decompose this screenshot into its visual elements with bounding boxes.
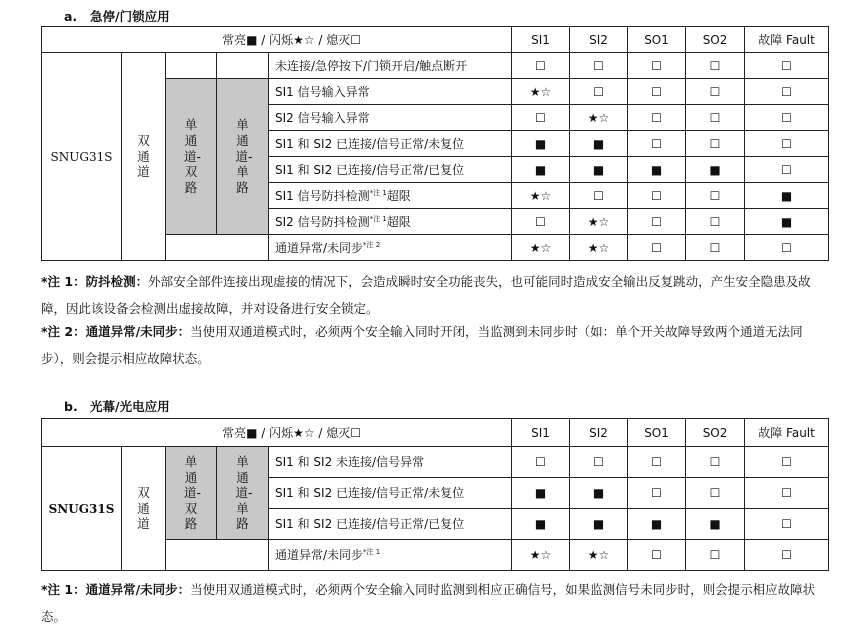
status-cell: ☐ [512, 447, 570, 478]
mode-cell [122, 53, 166, 261]
status-cell: ■ [628, 509, 686, 540]
footnote-prefix: *注 1：通道异常/未同步： [41, 582, 191, 597]
footnote-text: 当使用双通道模式时，必须两个安全输入同时开闭，当监测到未同步时（如：单个开关故障导致两个通道无法同步），则会提示相应故障状态。 [41, 324, 803, 366]
status-cell: ☐ [628, 105, 686, 131]
table-row [42, 53, 829, 79]
section-a-index: a. [64, 9, 78, 24]
sub-mode-dual [166, 447, 217, 540]
row-label [269, 183, 512, 209]
status-cell: ☐ [628, 79, 686, 105]
status-cell: ☐ [745, 105, 829, 131]
status-cell: ■ [512, 131, 570, 157]
status-cell: ☐ [512, 53, 570, 79]
row-label [269, 209, 512, 235]
footnote-prefix: *注 2：通道异常/未同步： [41, 324, 191, 339]
status-cell: ☐ [745, 157, 829, 183]
status-cell: ☐ [686, 540, 745, 571]
col-si1: SI1 [512, 419, 570, 447]
col-fault: 故障 Fault [745, 419, 829, 447]
sub-mode-single-label: 单通道-单路 [235, 453, 253, 532]
status-cell: ☐ [512, 105, 570, 131]
status-cell: ■ [512, 478, 570, 509]
legend-cell: 常亮■ / 闪烁★☆ / 熄灭☐ [42, 419, 512, 447]
sub-mode-dual-label: 单通道-双路 [184, 117, 202, 195]
row-label: SI1 和 SI2 已连接/信号正常/未复位 [269, 478, 512, 509]
status-cell: ☐ [686, 183, 745, 209]
footnote-a2 [41, 318, 831, 372]
status-cell: ☐ [512, 209, 570, 235]
status-table-a [41, 26, 829, 261]
col-so2: SO2 [686, 27, 745, 53]
row-label: SI2 信号输入异常 [269, 105, 512, 131]
status-cell: ☐ [628, 183, 686, 209]
status-cell: ☐ [628, 540, 686, 571]
status-cell: ☐ [686, 79, 745, 105]
section-b-title [64, 397, 170, 415]
status-cell: ☐ [686, 235, 745, 261]
table-header-row [42, 419, 829, 447]
status-cell: ★☆ [512, 540, 570, 571]
status-cell: ■ [570, 157, 628, 183]
status-cell: ■ [570, 478, 628, 509]
row-label-text: 通道异常/未同步 [275, 240, 364, 255]
status-cell: ★☆ [570, 540, 628, 571]
status-table-b [41, 418, 829, 571]
status-cell: ★☆ [512, 79, 570, 105]
blank-cell [217, 235, 269, 261]
table-row [42, 447, 829, 478]
status-cell: ☐ [745, 131, 829, 157]
footnote-ref: *注 1 [369, 188, 387, 197]
status-cell: ☐ [745, 447, 829, 478]
row-label-text: SI2 信号防抖检测 [275, 214, 370, 229]
row-label: SI1 和 SI2 已连接/信号正常/未复位 [269, 131, 512, 157]
row-label-text: 通道异常/未同步 [275, 548, 364, 562]
section-b-heading: 光幕/光电应用 [90, 399, 170, 414]
sub-mode-single [217, 79, 269, 235]
table-header-row [42, 27, 829, 53]
footnote-prefix: *注 1：防抖检测： [41, 274, 149, 289]
row-label: SI1 和 SI2 已连接/信号正常/已复位 [269, 157, 512, 183]
status-cell: ★☆ [570, 209, 628, 235]
status-cell: ☐ [628, 478, 686, 509]
status-cell: ☐ [745, 478, 829, 509]
status-cell: ☐ [686, 105, 745, 131]
status-cell: ☐ [745, 509, 829, 540]
status-cell: ■ [745, 209, 829, 235]
mode-cell [122, 447, 166, 571]
col-so1: SO1 [628, 27, 686, 53]
col-si2: SI2 [570, 27, 628, 53]
device-cell [42, 447, 122, 571]
footnote-b1 [41, 576, 831, 630]
footnote-text: 当使用双通道模式时，必须两个安全输入同时监测到相应正确信号，如果监测信号未同步时，则会提示相应故障状态。 [41, 582, 816, 624]
status-cell: ■ [686, 509, 745, 540]
footnote-ref: *注 2 [363, 240, 381, 249]
status-cell: ☐ [686, 53, 745, 79]
footnote-text: 外部安全部件连接出现虚接的情况下，会造成瞬时安全功能丧失，也可能同时造成安全输出反复跳动，产生安全隐患及故障，因此该设备会检测出虚接故障，并对设备进行安全锁定。 [41, 274, 811, 316]
col-si2: SI2 [570, 419, 628, 447]
section-a-title [64, 7, 170, 25]
col-fault: 故障 Fault [745, 27, 829, 53]
col-si1: SI1 [512, 27, 570, 53]
sub-mode-single [217, 447, 269, 540]
row-label: SI1 和 SI2 已连接/信号正常/已复位 [269, 509, 512, 540]
status-cell: ★☆ [570, 105, 628, 131]
status-cell: ☐ [570, 183, 628, 209]
status-cell: ☐ [570, 53, 628, 79]
status-cell: ☐ [686, 131, 745, 157]
blank-cell [166, 235, 217, 261]
footnote-ref: *注 1 [363, 548, 381, 556]
status-cell: ★☆ [570, 235, 628, 261]
sub-mode-dual [166, 79, 217, 235]
status-cell: ★☆ [512, 235, 570, 261]
status-cell: ■ [512, 509, 570, 540]
status-cell: ☐ [628, 209, 686, 235]
sub-mode-single-label: 单通道-单路 [235, 117, 253, 195]
status-cell: ☐ [570, 447, 628, 478]
status-cell: ☐ [686, 447, 745, 478]
device-cell [42, 53, 122, 261]
col-so2: SO2 [686, 419, 745, 447]
row-label-suffix: 超限 [386, 214, 411, 229]
footnote-a1 [41, 268, 831, 322]
status-cell: ■ [686, 157, 745, 183]
section-b-index: b. [64, 399, 78, 414]
status-cell: ☐ [745, 79, 829, 105]
status-cell: ☐ [745, 235, 829, 261]
blank-cell [217, 53, 269, 79]
row-label [269, 235, 512, 261]
row-label: 未连接/急停按下/门锁开启/触点断开 [269, 53, 512, 79]
blank-cell [166, 540, 269, 571]
status-cell: ■ [628, 157, 686, 183]
status-cell: ☐ [686, 478, 745, 509]
section-a-heading: 急停/门锁应用 [90, 9, 170, 24]
device-name: SNUG31S [50, 149, 113, 164]
status-cell: ☐ [628, 235, 686, 261]
mode-label: 双通道 [137, 133, 150, 180]
mode-label: 双通道 [137, 485, 150, 532]
status-cell: ■ [570, 131, 628, 157]
legend-cell: 常亮■ / 闪烁★☆ / 熄灭☐ [42, 27, 512, 53]
blank-cell [166, 53, 217, 79]
status-cell: ■ [512, 157, 570, 183]
status-cell: ■ [745, 183, 829, 209]
device-name: SNUG31S [48, 501, 115, 516]
sub-mode-dual-label: 单通道-双路 [184, 453, 202, 532]
status-cell: ☐ [570, 79, 628, 105]
status-cell: ☐ [686, 209, 745, 235]
status-cell: ☐ [628, 53, 686, 79]
col-so1: SO1 [628, 419, 686, 447]
status-cell: ☐ [745, 540, 829, 571]
row-label-text: SI1 信号防抖检测 [275, 188, 370, 203]
row-label [269, 540, 512, 571]
status-cell: ☐ [628, 131, 686, 157]
footnote-ref: *注 1 [369, 214, 387, 223]
row-label-suffix: 超限 [386, 188, 411, 203]
status-cell: ■ [570, 509, 628, 540]
status-cell: ☐ [628, 447, 686, 478]
row-label: SI1 和 SI2 未连接/信号异常 [269, 447, 512, 478]
row-label: SI1 信号输入异常 [269, 79, 512, 105]
status-cell: ★☆ [512, 183, 570, 209]
status-cell: ☐ [745, 53, 829, 79]
